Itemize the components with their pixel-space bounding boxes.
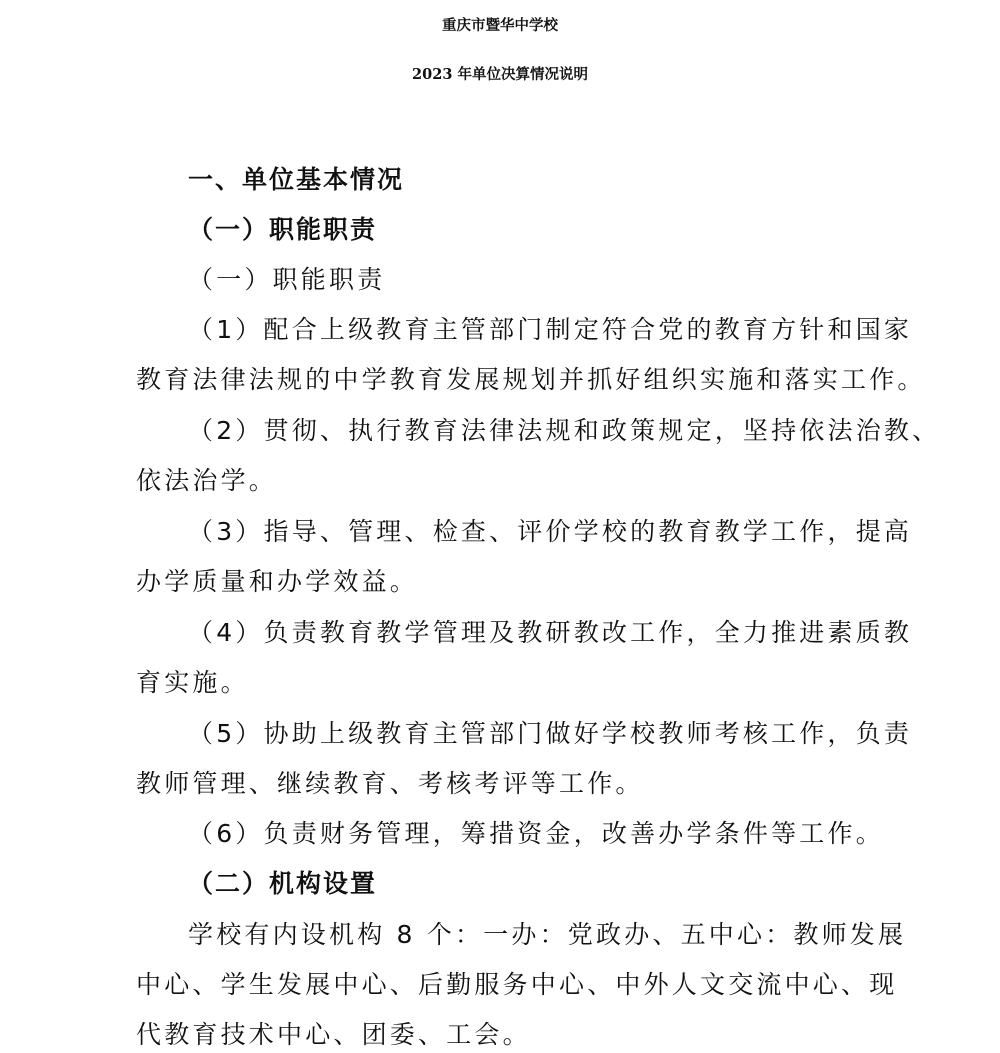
function-item-2-line1: （2）贯彻、执行教育法律法规和政策规定，坚持依法治教、: [188, 416, 941, 445]
function-item-5-line1: （5）协助上级教育主管部门做好学校教师考核工作，负责: [188, 719, 913, 748]
document-title-school: 重庆市暨华中学校: [442, 17, 558, 34]
function-item-1-line2: 教育法律法规的中学教育发展规划并抓好组织实施和落实工作。: [136, 365, 926, 394]
subsection-heading-organization: （二）机构设置: [188, 869, 378, 898]
organization-text-line2: 中心、学生发展中心、后勤服务中心、中外人文交流中心、现: [136, 970, 898, 999]
function-item-3-line2: 办学质量和办学效益。: [136, 567, 419, 596]
function-item-6: （6）负责财务管理，筹措资金，改善办学条件等工作。: [188, 819, 884, 848]
document-title-report: 2023 年单位决算情况说明: [412, 66, 588, 83]
function-item-1-line1: （1）配合上级教育主管部门制定符合党的教育方针和国家: [188, 315, 913, 344]
section-heading-basic-info: 一、单位基本情况: [188, 165, 405, 194]
organization-text-line3: 代教育技术中心、团委、工会。: [136, 1020, 531, 1049]
subsection-heading-functions: （一）职能职责: [188, 215, 378, 244]
subsection-heading-functions-repeat: （一）职能职责: [188, 265, 386, 294]
function-item-4-line1: （4）负责教育教学管理及教研教改工作，全力推进素质教: [188, 618, 913, 647]
function-item-5-line2: 教师管理、继续教育、考核考评等工作。: [136, 769, 644, 798]
function-item-4-line2: 育实施。: [136, 668, 249, 697]
organization-text-line1: 学校有内设机构 8 个：一办：党政办、五中心：教师发展: [188, 920, 907, 949]
function-item-2-line2: 依法治学。: [136, 466, 278, 495]
function-item-3-line1: （3）指导、管理、检查、评价学校的教育教学工作，提高: [188, 517, 913, 546]
